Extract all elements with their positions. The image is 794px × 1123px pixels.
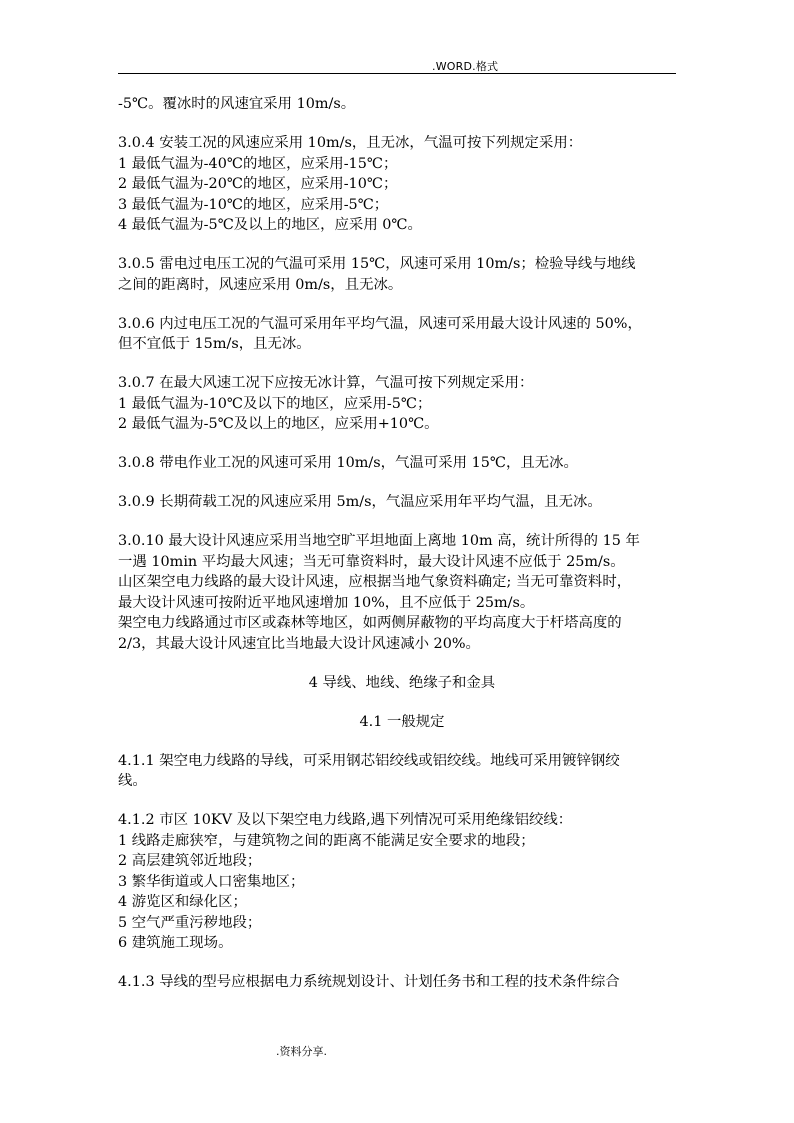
text-line: 2 高层建筑邻近地段；: [118, 853, 262, 869]
paragraph-gap: [118, 474, 686, 493]
text-line: 3.0.8 带电作业工况的风速可采用 10m/s，气温可采用 15℃，且无冰。: [118, 455, 578, 471]
text-line: 3.0.5 雷电过电压工况的气温可采用 15℃，风速可采用 10m/s；检验导线与地线: [118, 256, 636, 272]
paragraph: [118, 94, 686, 115]
paragraph: [118, 492, 686, 513]
text-line: 2 最低气温为-5℃及以上的地区，应采用+10℃。: [118, 416, 439, 432]
paragraph: [118, 314, 686, 355]
text-line: 3.0.7 在最大风速工况下应按无冰计算，气温可按下列规定采用：: [118, 375, 534, 391]
paragraph-gap: [118, 513, 686, 532]
text-line: 5 空气严重污秽地段；: [118, 914, 262, 931]
text-line: 2/3，其最大设计风速宜比当地最大设计风速减小 20%。: [118, 635, 480, 652]
paragraph: [118, 133, 686, 236]
paragraph: [118, 810, 686, 954]
header-text: .WORD.格式: [432, 60, 499, 73]
paragraph-gap: [118, 236, 686, 255]
footer-text: .资料分享.: [276, 1045, 327, 1058]
paragraph: [118, 254, 686, 295]
document-body: [118, 94, 686, 993]
text-line: 3.0.6 内过电压工况的气温可采用年平均气温，风速可采用最大设计风速的 50%，: [118, 315, 642, 332]
text-line: 3 最低气温为-10℃的地区，应采用-5℃；: [118, 196, 389, 213]
paragraph-gap: [118, 792, 686, 811]
text-line: 4.1.1 架空电力线路的导线，可采用钢芯铝绞线或铝绞线。地线可采用镀锌钢绞: [118, 752, 620, 769]
text-line: 3 繁华街道或人口密集地区；: [118, 873, 305, 890]
text-line: 3.0.9 长期荷载工况的风速应采用 5m/s，气温应采用年平均气温，且无冰。: [118, 494, 602, 510]
text-line: 一遇 10min 平均最大风速；当无可靠资料时，最大设计风速不应低于 25m/s。: [118, 553, 625, 570]
text-line: 线。: [118, 773, 147, 789]
paragraph: [118, 972, 686, 993]
text-line: 3.0.10 最大设计风速应采用当地空旷平坦地面上离地 10m 高，统计所得的 15 年: [118, 533, 640, 549]
paragraph-gap: [118, 435, 686, 454]
text-line: 1 最低气温为-40℃的地区，应采用-15℃；: [118, 155, 398, 172]
paragraph: [118, 453, 686, 474]
header-divider: [118, 73, 676, 74]
paragraph: [118, 531, 686, 654]
paragraph-gap: [118, 654, 686, 673]
paragraph-gap: [118, 355, 686, 374]
text-line: 3.0.4 安装工况的风速应采用 10m/s，且无冰，气温可按下列规定采用：: [118, 135, 583, 151]
text-line: 之间的距离时，风速应采用 0m/s，且无冰。: [118, 276, 403, 293]
paragraph-gap: [118, 115, 686, 134]
heading-text: 4.1 一般规定: [359, 713, 445, 730]
paragraph-gap: [118, 954, 686, 973]
text-line: 4 最低气温为-5℃及以上的地区，应采用 0℃。: [118, 217, 422, 233]
text-line: 4 游览区和绿化区；: [118, 894, 247, 910]
text-line: 6 建筑施工现场。: [118, 935, 233, 951]
paragraph: [118, 751, 686, 792]
text-line: 架空电力线路通过市区或森林等地区，如两侧屏蔽物的平均高度大于杆塔高度的: [118, 615, 622, 631]
text-line: 4.1.3 导线的型号应根据电力系统规划设计、计划任务书和工程的技术条件综合: [118, 974, 620, 990]
text-line: 4.1.2 市区 10KV 及以下架空电力线路,遇下列情况可采用绝缘铝绞线：: [118, 812, 573, 828]
text-line: 最大设计风速可按附近平地风速增加 10%，且不应低于 25m/s。: [118, 594, 535, 611]
text-line: 但不宜低于 15m/s，且无冰。: [118, 336, 311, 352]
text-line: 1 线路走廊狭窄，与建筑物之间的距离不能满足安全要求的地段；: [118, 832, 535, 849]
text-line: 1 最低气温为-10℃及以下的地区，应采用-5℃；: [118, 395, 432, 412]
text-line: 山区架空电力线路的最大设计风速，应根据当地气象资料确定; 当无可靠资料时，: [118, 574, 632, 590]
paragraph: [118, 373, 686, 435]
paragraph-gap: [118, 732, 686, 751]
heading-text: 4 导线、地线、绝缘子和金具: [308, 674, 496, 691]
section-heading: [118, 673, 686, 694]
text-line: -5℃。覆冰时的风速宜采用 10m/s。: [118, 96, 356, 112]
text-line: 2 最低气温为-20℃的地区，应采用-10℃；: [118, 176, 398, 192]
page-header: [0, 58, 794, 74]
paragraph-gap: [118, 295, 686, 314]
section-heading: [118, 712, 686, 733]
paragraph-gap: [118, 693, 686, 712]
